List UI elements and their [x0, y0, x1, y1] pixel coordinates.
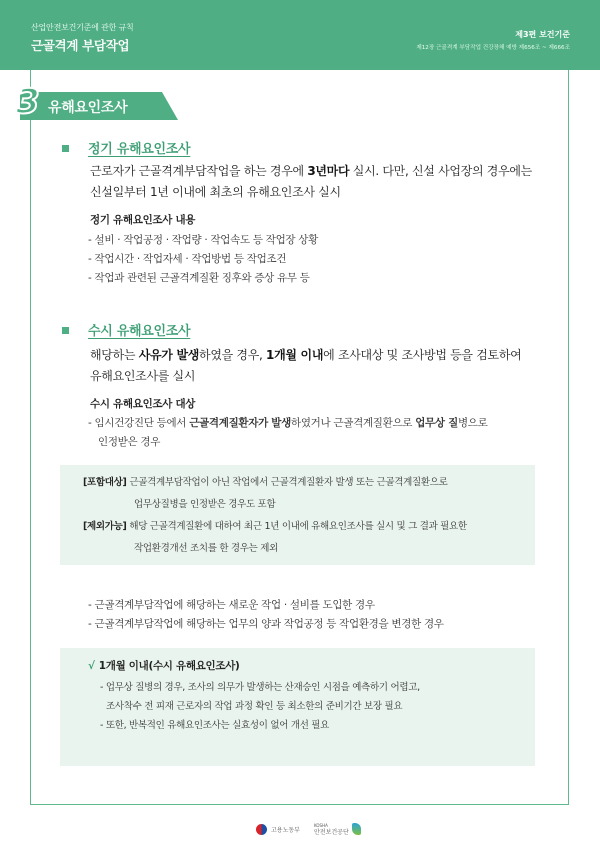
- moel-logo: 고용노동부: [256, 824, 300, 835]
- occasional-target-text: - 임시건강진단 등에서 근골격계질환자가 발생하였거나 근골격계질환으로 업무상 질병으로 인정받은 경우: [88, 417, 488, 448]
- regular-content-list: [88, 231, 318, 288]
- bullet-square-icon: [62, 145, 69, 152]
- header-part: 제3편 보건기준: [515, 30, 570, 39]
- regular-heading: 정기 유해요인조사: [88, 142, 191, 157]
- additional-target-list: [88, 596, 444, 634]
- regular-content-label: 정기 유해요인조사 내용: [90, 214, 196, 226]
- note-include: [포함대상] 근골격계부담작업이 아닌 작업에서 근골격계질환자 발생 또는 근골격계질환으로: [83, 477, 448, 488]
- check-mark-icon: √: [88, 660, 95, 672]
- check-list: [100, 678, 420, 735]
- occasional-target-label: 수시 유해요인조사 대상: [90, 398, 196, 410]
- list-item: - 근골격계부담작업에 해당하는 업무의 양과 작업공정 등 작업환경을 변경한 경우: [88, 618, 444, 630]
- header-title: 근골격계 부담작업: [31, 38, 130, 53]
- header-chapter: 제12장 근골격계 부담작업 건강장해 예방 제656조 ~ 제666조: [416, 45, 570, 51]
- occasional-heading: 수시 유해요인조사: [88, 324, 191, 339]
- regular-paragraph: 근로자가 근골격계부담작업을 하는 경우에 3년마다 실시. 다만, 신설 사업장의 경우에는 신설일부터 1년 이내에 최초의 유해요인조사 실시: [90, 164, 532, 199]
- bullet-square-icon: [62, 327, 69, 334]
- list-item: - 작업시간 · 작업자세 · 작업방법 등 작업조건: [88, 253, 287, 265]
- section-number: 3: [16, 82, 40, 122]
- kosha-mark-icon: [352, 823, 361, 835]
- note-include-cont: 업무상질병을 인정받은 경우도 포함: [134, 499, 276, 510]
- section-title: 유해요인조사: [48, 100, 128, 116]
- list-item: - 업무상 질병의 경우, 조사의 의무가 발생하는 산재승인 시점을 예측하기 어렵고,: [100, 682, 420, 693]
- list-item: - 근골격계부담작업에 해당하는 새로운 작업 · 설비를 도입한 경우: [88, 599, 375, 611]
- list-item: - 또한, 반복적인 유해요인조사는 실효성이 없어 개선 필요: [100, 720, 330, 731]
- page-header: [0, 0, 600, 70]
- list-item: - 작업과 관련된 근골격계질환 징후와 증상 유무 등: [88, 272, 310, 284]
- check-title: √ 1개월 이내(수시 유해요인조사): [88, 660, 240, 672]
- footer-logos: [256, 820, 361, 838]
- list-item: 조사착수 전 피재 근로자의 작업 과정 확인 등 최소한의 준비기간 보장 필요: [106, 701, 403, 712]
- occasional-paragraph: 해당하는 사유가 발생하였을 경우, 1개월 이내에 조사대상 및 조사방법 등을 검토하여 유해요인조사를 실시: [90, 348, 522, 383]
- taegeuk-icon: [256, 824, 267, 835]
- header-subtitle: 산업안전보건기준에 관한 규칙: [31, 23, 134, 32]
- note-exclude: [제외가능] 해당 근골격계질환에 대하여 최근 1년 이내에 유해요인조사를 실시 및 그 결과 필요한: [83, 521, 467, 532]
- list-item: - 설비 · 작업공정 · 작업량 · 작업속도 등 작업장 상황: [88, 234, 318, 246]
- note-exclude-cont: 작업환경개선 조치를 한 경우는 제외: [134, 543, 279, 554]
- kosha-logo: KOSHA 안전보건공단: [314, 822, 361, 836]
